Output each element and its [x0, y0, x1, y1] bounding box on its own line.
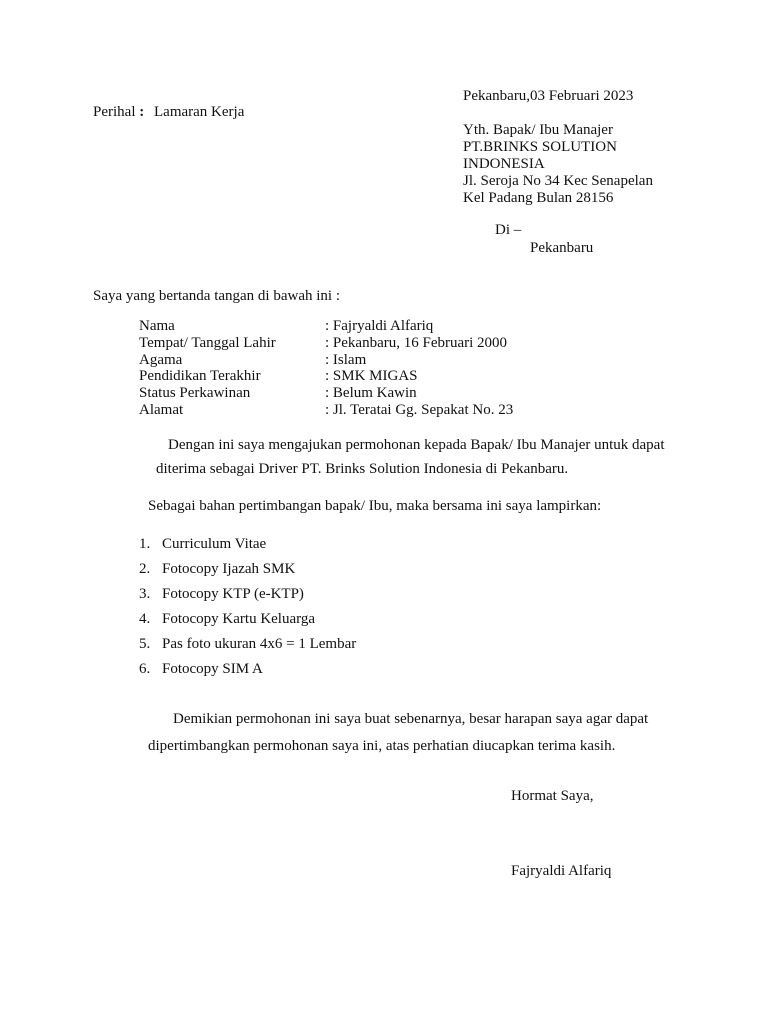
subject-label: Perihal [93, 104, 136, 120]
identity-table [139, 318, 513, 419]
list-item-number: 6. [139, 661, 151, 677]
recipient-line: INDONESIA [463, 156, 545, 172]
closing-paragraph-line1: Demikian permohonan ini saya buat sebenarnya, besar harapan saya agar dapat [173, 711, 649, 727]
identity-value: : Belum Kawin [325, 385, 417, 402]
list-item [139, 561, 356, 586]
recipient-line: Yth. Bapak/ Ibu Manajer [463, 122, 613, 138]
list-item-text: Fotocopy Kartu Keluarga [162, 611, 316, 627]
application-paragraph-line2: diterima sebagai Driver PT. Brinks Solution Indonesia di Pekanbaru. [156, 461, 569, 477]
subject-colon: : [139, 104, 145, 120]
list-item [139, 611, 356, 636]
identity-row [139, 385, 513, 402]
attachments-list [139, 536, 356, 686]
identity-value: : Islam [325, 351, 367, 368]
identity-label: Agama [139, 351, 183, 368]
list-item [139, 586, 356, 611]
list-item [139, 536, 356, 561]
subject-value: Lamaran Kerja [154, 104, 245, 120]
list-item-number: 5. [139, 636, 151, 652]
identity-label: Tempat/ Tanggal Lahir [139, 334, 276, 351]
recipient-line: Jl. Seroja No 34 Kec Senapelan [463, 173, 653, 189]
intro-sentence: Saya yang bertanda tangan di bawah ini : [93, 288, 341, 304]
list-item-text: Pas foto ukuran 4x6 = 1 Lembar [162, 636, 357, 652]
identity-label: Status Perkawinan [139, 385, 251, 402]
list-item-text: Fotocopy KTP (e-KTP) [162, 586, 304, 602]
recipient-line: Kel Padang Bulan 28156 [463, 190, 614, 206]
list-item-number: 1. [139, 536, 151, 552]
destination-city: Pekanbaru [530, 240, 594, 256]
identity-value: : Jl. Teratai Gg. Sepakat No. 23 [325, 401, 514, 418]
identity-row [139, 335, 513, 352]
letter-subject [93, 104, 244, 121]
letter-date: Pekanbaru,03 Februari 2023 [463, 88, 634, 104]
list-item-number: 2. [139, 561, 151, 577]
closing-salutation: Hormat Saya, [511, 788, 594, 804]
list-item-text: Curriculum Vitae [162, 536, 267, 552]
identity-label: Nama [139, 318, 175, 334]
identity-label: Pendidikan Terakhir [139, 368, 261, 385]
list-item-text: Fotocopy Ijazah SMK [162, 561, 296, 577]
identity-value: : Pekanbaru, 16 Februari 2000 [325, 334, 508, 351]
identity-row [139, 318, 513, 335]
identity-label: Alamat [139, 401, 184, 418]
list-item-number: 4. [139, 611, 151, 627]
identity-row [139, 352, 513, 369]
recipient-address [463, 122, 653, 207]
identity-value: : SMK MIGAS [325, 368, 418, 385]
identity-value: : Fajryaldi Alfariq [325, 318, 434, 334]
signer-name: Fajryaldi Alfariq [511, 863, 612, 879]
list-item [139, 661, 356, 686]
attachments-intro: Sebagai bahan pertimbangan bapak/ Ibu, maka bersama ini saya lampirkan: [148, 498, 602, 514]
list-item-number: 3. [139, 586, 151, 602]
closing-paragraph-line2: dipertimbangkan permohonan saya ini, atas perhatian diucapkan terima kasih. [148, 738, 616, 754]
list-item [139, 636, 356, 661]
identity-row [139, 402, 513, 419]
list-item-text: Fotocopy SIM A [162, 661, 263, 677]
application-paragraph-line1: Dengan ini saya mengajukan permohonan kepada Bapak/ Ibu Manajer untuk dapat [168, 437, 665, 453]
identity-row [139, 368, 513, 385]
recipient-line: PT.BRINKS SOLUTION [463, 139, 617, 155]
di-line: Di – [495, 222, 522, 238]
